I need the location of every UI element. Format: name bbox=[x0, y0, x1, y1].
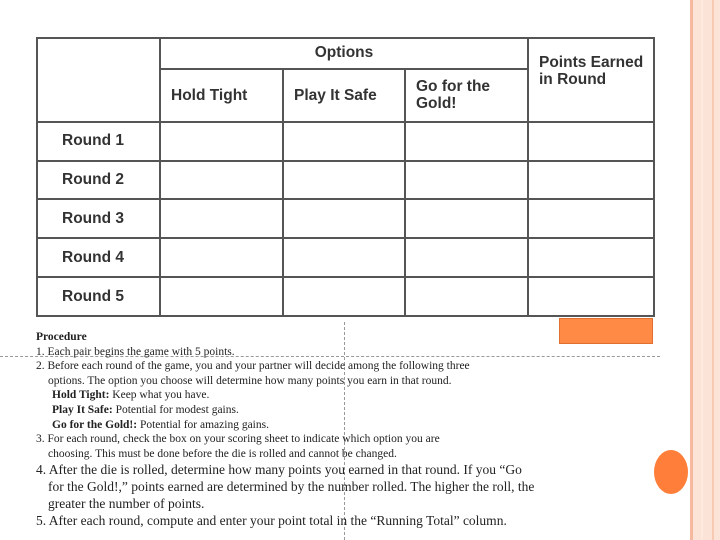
option-play-it-safe-header: Play It Safe bbox=[283, 69, 405, 122]
round-label: Round 2 bbox=[37, 161, 160, 200]
checkbox-cell-go-for-gold[interactable] bbox=[405, 122, 528, 161]
checkbox-cell-hold-tight[interactable] bbox=[160, 199, 283, 238]
table-row bbox=[37, 199, 654, 238]
checkbox-cell-play-it-safe[interactable] bbox=[283, 238, 405, 277]
table-corner-cell bbox=[37, 38, 160, 122]
checkbox-cell-hold-tight[interactable] bbox=[160, 161, 283, 200]
points-cell[interactable] bbox=[528, 238, 654, 277]
checkbox-cell-play-it-safe[interactable] bbox=[283, 122, 405, 161]
round-label: Round 3 bbox=[37, 199, 160, 238]
option-play-it-safe-description bbox=[36, 403, 656, 418]
option-hold-tight-description bbox=[36, 388, 656, 403]
checkbox-cell-hold-tight[interactable] bbox=[160, 238, 283, 277]
checkbox-cell-go-for-gold[interactable] bbox=[405, 277, 528, 316]
points-cell[interactable] bbox=[528, 199, 654, 238]
decorative-border-line bbox=[690, 0, 693, 540]
procedure-step-3-line-2: choosing. This must be done before the die is rolled and cannot be changed. bbox=[48, 447, 397, 460]
checkbox-cell-hold-tight[interactable] bbox=[160, 277, 283, 316]
checkbox-cell-play-it-safe[interactable] bbox=[283, 199, 405, 238]
decorative-border-line bbox=[712, 0, 714, 540]
procedure-step-3-line-1: 3. For each round, check the box on your scoring sheet to indicate which option you are bbox=[36, 433, 440, 446]
decorative-border-line bbox=[701, 0, 703, 540]
checkbox-cell-go-for-gold[interactable] bbox=[405, 238, 528, 277]
checkbox-cell-play-it-safe[interactable] bbox=[283, 161, 405, 200]
procedure-step-4-line-1: 4. After the die is rolled, determine how many points you earned in that round. If you “Go bbox=[36, 462, 522, 478]
option-desc: Keep what you have. bbox=[109, 389, 210, 402]
points-cell[interactable] bbox=[528, 277, 654, 316]
checkbox-cell-go-for-gold[interactable] bbox=[405, 161, 528, 200]
points-earned-header: Points Earned in Round bbox=[528, 38, 654, 122]
procedure-step-2-line-1: 2. Before each round of the game, you and your partner will decide among the following three bbox=[36, 360, 470, 373]
orange-circle-decoration bbox=[654, 450, 688, 494]
checkbox-cell-play-it-safe[interactable] bbox=[283, 277, 405, 316]
option-go-for-gold-description bbox=[36, 418, 656, 433]
procedure-title: Procedure bbox=[36, 331, 87, 343]
table-row bbox=[37, 122, 654, 161]
option-name: Play It Safe: bbox=[52, 403, 113, 416]
round-label: Round 4 bbox=[37, 238, 160, 277]
option-desc: Potential for amazing gains. bbox=[137, 418, 269, 431]
option-name: Go for the Gold!: bbox=[52, 418, 138, 431]
procedure-step-5: 5. After each round, compute and enter your point total in the “Running Total” column. bbox=[36, 513, 507, 529]
procedure-section bbox=[36, 330, 656, 529]
table-row bbox=[37, 161, 654, 200]
points-cell[interactable] bbox=[528, 161, 654, 200]
table-row bbox=[37, 238, 654, 277]
option-go-for-gold-header: Go for the Gold! bbox=[405, 69, 528, 122]
points-cell[interactable] bbox=[528, 122, 654, 161]
option-desc: Potential for modest gains. bbox=[112, 403, 239, 416]
checkbox-cell-go-for-gold[interactable] bbox=[405, 199, 528, 238]
checkbox-cell-hold-tight[interactable] bbox=[160, 122, 283, 161]
decorative-border-band bbox=[690, 0, 720, 540]
option-name: Hold Tight: bbox=[52, 389, 110, 402]
option-hold-tight-header: Hold Tight bbox=[160, 69, 283, 122]
scoring-table bbox=[36, 37, 655, 317]
options-header: Options bbox=[160, 38, 528, 69]
procedure-step-4-line-3: greater the number of points. bbox=[48, 496, 205, 512]
round-label: Round 5 bbox=[37, 277, 160, 316]
procedure-step-2-line-2: options. The option you choose will determine how many points you earn in that round. bbox=[48, 374, 452, 387]
round-label: Round 1 bbox=[37, 122, 160, 161]
procedure-step-4-line-2: for the Gold!,” points earned are determined by the number rolled. The higher the roll, the bbox=[48, 479, 535, 495]
table-row bbox=[37, 277, 654, 316]
procedure-step-1: 1. Each pair begins the game with 5 points. bbox=[36, 345, 235, 358]
